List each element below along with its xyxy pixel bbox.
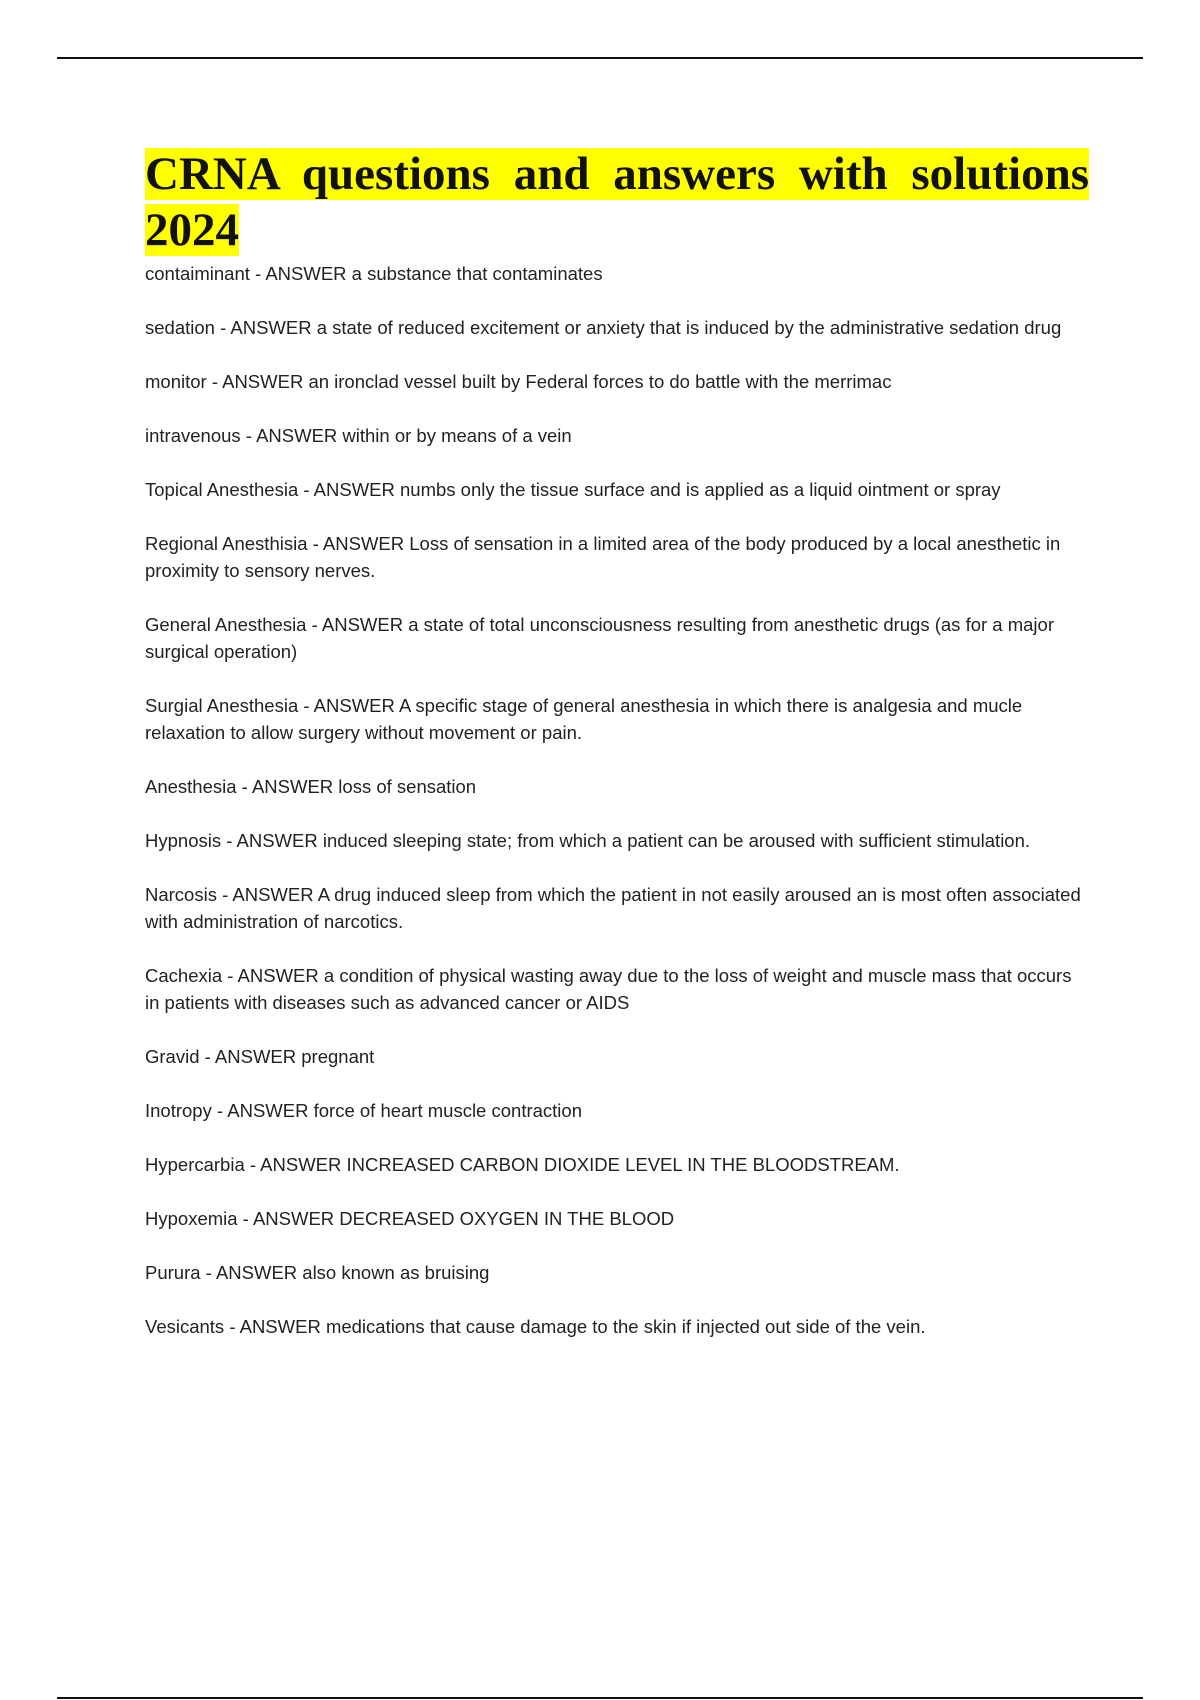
list-item: Hypercarbia - ANSWER INCREASED CARBON DIOXIDE LEVEL IN THE BLOODSTREAM.: [145, 1154, 900, 1175]
list-item: Topical Anesthesia - ANSWER numbs only the tissue surface and is applied as a liquid ointment or spray: [145, 479, 1001, 500]
list-item: Vesicants - ANSWER medications that cause damage to the skin if injected out side of the vein.: [145, 1316, 926, 1337]
list-item: Cachexia - ANSWER a condition of physical wasting away due to the loss of weight and muscle mass that occurs in patients with diseases such as advanced cancer or AIDS: [145, 965, 1072, 1013]
document-title: [145, 146, 1089, 258]
document-body: [145, 146, 1089, 1367]
list-item: Regional Anesthisia - ANSWER Loss of sensation in a limited area of the body produced by a local anesthetic in proximity to sensory nerves.: [145, 533, 1061, 581]
list-item: Inotropy - ANSWER force of heart muscle contraction: [145, 1100, 582, 1121]
footer-rule: [57, 1697, 1143, 1699]
list-item: monitor - ANSWER an ironclad vessel built by Federal forces to do battle with the merrimac: [145, 371, 892, 392]
header-rule: [57, 57, 1143, 59]
title-highlight: CRNA questions and answers with solutions 2024: [145, 148, 1089, 256]
list-item: Hypnosis - ANSWER induced sleeping state; from which a patient can be aroused with sufficient stimulation.: [145, 830, 1031, 851]
list-item: Anesthesia - ANSWER loss of sensation: [145, 776, 477, 797]
list-item: contaiminant - ANSWER a substance that contaminates: [145, 263, 603, 284]
list-item: General Anesthesia - ANSWER a state of total unconsciousness resulting from anesthetic drugs (as for a major surgical operation): [145, 614, 1054, 662]
list-item: Gravid - ANSWER pregnant: [145, 1046, 375, 1067]
qa-list: [145, 260, 1089, 1340]
list-item: Purura - ANSWER also known as bruising: [145, 1262, 490, 1283]
list-item: Surgial Anesthesia - ANSWER A specific stage of general anesthesia in which there is analgesia and mucle relaxation to allow surgery without movement or pain.: [145, 695, 1023, 743]
list-item: Narcosis - ANSWER A drug induced sleep from which the patient in not easily aroused an is most often associated with administration of narcotics.: [145, 884, 1081, 932]
list-item: sedation - ANSWER a state of reduced excitement or anxiety that is induced by the administrative sedation drug: [145, 317, 1062, 338]
list-item: Hypoxemia - ANSWER DECREASED OXYGEN IN THE BLOOD: [145, 1208, 675, 1229]
list-item: intravenous - ANSWER within or by means of a vein: [145, 425, 572, 446]
